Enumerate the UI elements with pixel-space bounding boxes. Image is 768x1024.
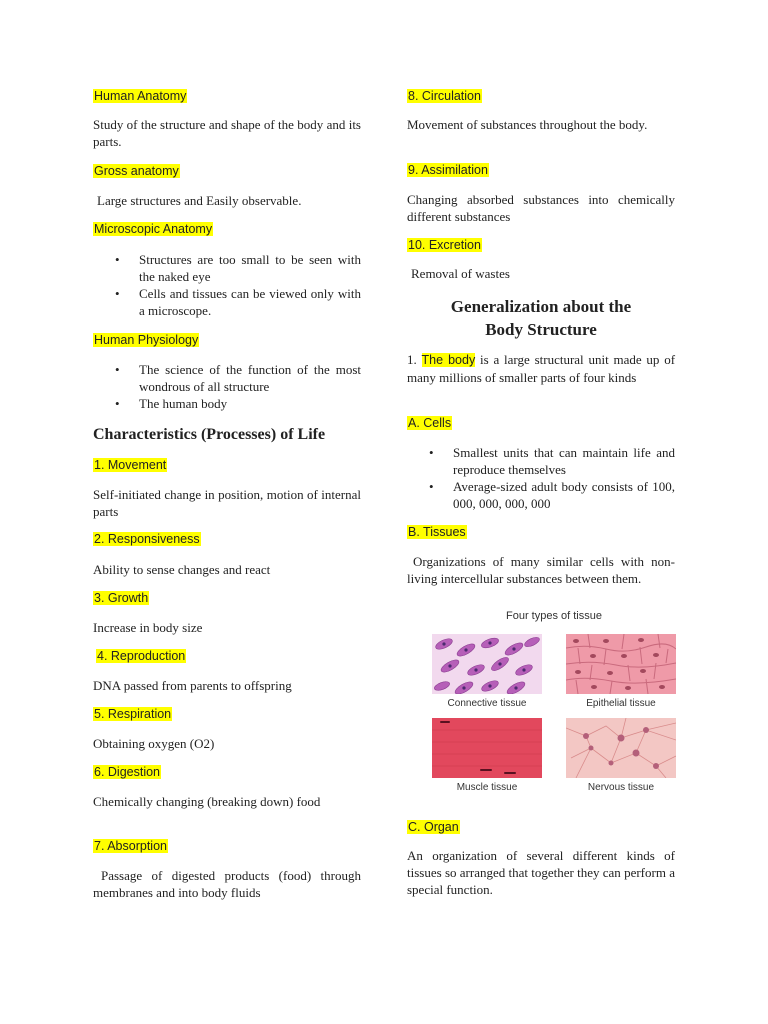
process-label: 2. Responsiveness (94, 532, 200, 546)
process-description: DNA passed from parents to offspring (93, 678, 292, 693)
heading-organ: C. Organ (408, 820, 459, 834)
epithelial-tissue-caption: Epithelial tissue (586, 698, 656, 709)
microscopic-anatomy-list (93, 251, 361, 319)
process-label: 7. Absorption (94, 839, 167, 853)
generalization-heading-line-1: Generalization about the (450, 297, 632, 316)
heading-human-physiology: Human Physiology (94, 333, 199, 347)
human-anatomy-definition: Study of the structure and shape of the body and its parts. (93, 117, 361, 149)
process-label: 6. Digestion (94, 765, 161, 779)
characteristics-heading: Characteristics (Processes) of Life (93, 426, 326, 443)
process-label: 3. Growth (94, 591, 149, 605)
process-label: 10. Excretion (408, 238, 481, 252)
process-label: 9. Assimilation (408, 163, 488, 177)
connective-tissue-image (432, 634, 542, 694)
nervous-tissue-caption: Nervous tissue (587, 782, 655, 793)
list-item: • The science of the function of the most wondrous of all structure (93, 361, 361, 395)
gross-anatomy-definition: Large structures and Easily observable. (97, 193, 302, 208)
process-label: 5. Respiration (94, 707, 172, 721)
tissues-definition: Organizations of many similar cells with non-living intercellular substances between them. (407, 554, 675, 586)
process-description: Chemically changing (breaking down) food (93, 794, 321, 809)
body-rest: is a large structural unit made up of many millions of smaller parts of four kinds (407, 352, 676, 385)
list-item: • Smallest units that can maintain life and reproduce themselves (407, 444, 675, 478)
body-highlight: The body (421, 353, 476, 367)
heading-microscopic-anatomy: Microscopic Anatomy (94, 222, 213, 236)
list-item: • The human body (93, 395, 361, 412)
list-item: • Structures are too small to be seen with the naked eye (93, 251, 361, 285)
physiology-list (93, 361, 361, 412)
heading-gross-anatomy: Gross anatomy (94, 164, 179, 178)
tissue-figure (428, 610, 680, 800)
process-label: 4. Reproduction (97, 649, 186, 663)
heading-tissues: B. Tissues (408, 525, 466, 539)
heading-human-anatomy: Human Anatomy (94, 89, 187, 103)
process-description: Movement of substances throughout the body. (407, 117, 648, 132)
heading-cells: A. Cells (408, 416, 452, 430)
process-description: Removal of wastes (411, 266, 510, 281)
generalization-heading (407, 295, 675, 341)
process-label: 1. Movement (94, 458, 167, 472)
nervous-tissue-image (566, 718, 676, 778)
tissue-figure-title: Four types of tissue (506, 610, 602, 622)
organ-definition: An organization of several different kinds of tissues so arranged that together they can perform a special function. (407, 848, 675, 897)
generalization-heading-line-2: Body Structure (485, 320, 597, 339)
process-description: Ability to sense changes and react (93, 562, 271, 577)
list-item: • Cells and tissues can be viewed only with a microscope. (93, 285, 361, 319)
connective-tissue-caption: Connective tissue (447, 698, 527, 709)
muscle-tissue-caption: Muscle tissue (456, 782, 518, 793)
process-description: Increase in body size (93, 620, 203, 635)
process-description: Self-initiated change in position, motion of internal parts (93, 487, 361, 519)
process-description: Passage of digested products (food) through membranes and into body fluids (93, 868, 361, 900)
body-number: 1. (407, 352, 417, 367)
muscle-tissue-image (432, 718, 542, 778)
epithelial-tissue-image (566, 634, 676, 694)
process-description: Changing absorbed substances into chemically different substances (407, 192, 675, 224)
process-label: 8. Circulation (408, 89, 481, 103)
body-statement (407, 351, 675, 386)
process-description: Obtaining oxygen (O2) (93, 736, 215, 751)
list-item: • Average-sized adult body consists of 100, 000, 000, 000, 000 (407, 478, 675, 512)
cells-list (407, 444, 675, 512)
